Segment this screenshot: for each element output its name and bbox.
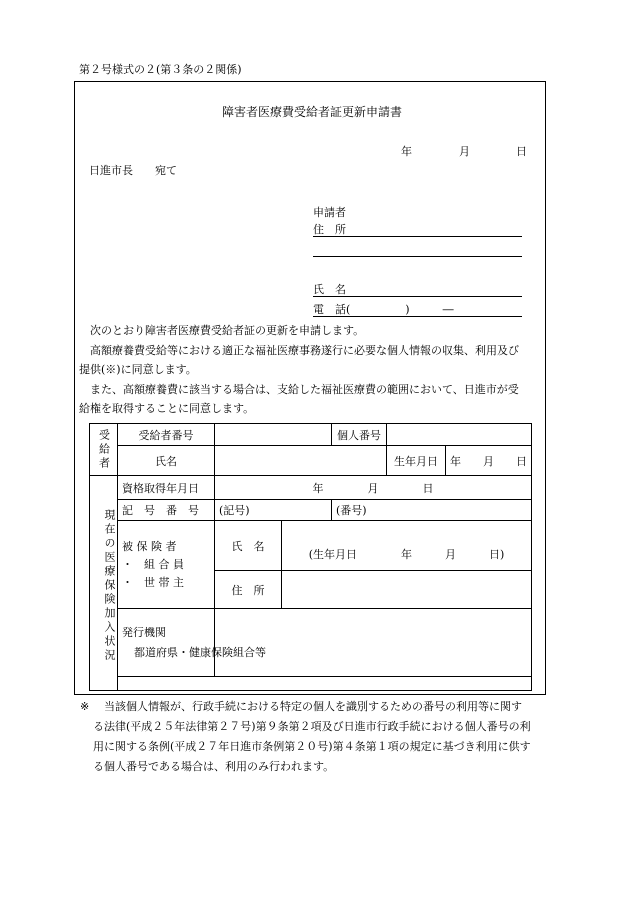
recipient-name-field[interactable] <box>215 446 387 476</box>
footnote-line-4: る個人番号である場合は、利用のみ行われます。 <box>93 760 335 773</box>
insured-label-2: ・ 組 合 員 <box>122 557 184 571</box>
body-paragraph-3-line-1: また、高額療養費に該当する場合は、支給した福祉医療費の範囲において、日進市が受 <box>90 383 519 396</box>
personal-number-label: 個人番号 <box>332 424 387 446</box>
recipient-section-label: 受給者 <box>90 424 118 476</box>
insurance-section-label: 現在の医療保険加入状況 <box>90 476 118 691</box>
insured-name-label: 氏 名 <box>215 521 282 571</box>
body-paragraph-2-line-1: 高額療養費受給等における適正な福祉医療事務遂行に必要な個人情報の収集、利用及び <box>90 344 519 357</box>
applicant-name-label: 氏 名 <box>313 283 346 296</box>
recipient-name-label: 氏名 <box>118 446 215 476</box>
applicant-address-label: 住 所 <box>313 223 346 236</box>
birth-date-label: 生年月日 <box>387 446 446 476</box>
birth-date-field[interactable]: 年 月 日 <box>446 446 532 476</box>
address-line-2 <box>313 256 522 257</box>
body-paragraph-1: 次のとおり障害者医療費受給者証の更新を申請します。 <box>90 324 365 337</box>
body-paragraph-2-line-2: 提供(※)に同意します。 <box>79 363 197 376</box>
recipient-number-field[interactable] <box>215 424 332 446</box>
footnote-line-1: 当該個人情報が、行政手続における特定の個人を識別するための番号の利用等に関す <box>104 700 522 713</box>
symbol-number-label: 記 号 番 号 <box>118 500 215 521</box>
recipient-number-label: 受給者番号 <box>118 424 215 446</box>
name-line <box>313 296 522 297</box>
date-year: 年 <box>401 145 412 158</box>
footnote-line-2: る法律(平成２５年法律第２７号)第９条第２項及び日進市行政手続における個人番号の利 <box>93 720 531 733</box>
form-title: 障害者医療費受給者証更新申請書 <box>222 105 403 119</box>
insured-person-label <box>118 521 215 609</box>
insured-name-field[interactable]: (生年月日 年 月 日) <box>282 521 532 571</box>
symbol-field[interactable]: (記号) <box>215 500 332 521</box>
personal-number-field[interactable] <box>387 424 532 446</box>
addressee: 日進市長 宛て <box>89 164 177 177</box>
body-paragraph-3-line-2: 給権を取得することに同意します。 <box>79 402 255 415</box>
number-field[interactable]: (番号) <box>332 500 532 521</box>
phone-line <box>313 316 522 317</box>
insured-label-1: 被 保 険 者 <box>122 539 177 553</box>
applicant-phone: 電 話( ) ― <box>313 303 454 316</box>
table-bottom-spacer <box>118 677 532 691</box>
insured-address-field[interactable] <box>282 571 532 609</box>
issuer-label <box>118 609 266 677</box>
applicant-label: 申請者 <box>313 206 346 219</box>
date-month: 月 <box>459 145 470 158</box>
qualification-date-field[interactable]: 年 月 日 <box>215 476 532 500</box>
footnote-mark: ※ <box>80 700 90 713</box>
issuer-detail: 都道府県・健康保険組合等 <box>134 645 266 659</box>
insured-label-3: ・ 世 帯 主 <box>122 575 184 589</box>
form-number: 第２号様式の２(第３条の２関係) <box>79 63 242 76</box>
insured-address-label: 住 所 <box>215 571 282 609</box>
application-table <box>89 423 532 691</box>
issuer-field[interactable] <box>215 609 532 677</box>
issuer-title: 発行機関 <box>122 625 166 639</box>
address-line-1 <box>313 236 522 237</box>
footnote-line-3: 用に関する条例(平成２７年日進市条例第２０号)第４条第１項の規定に基づき利用に供す <box>93 740 531 753</box>
date-day: 日 <box>516 145 527 158</box>
qualification-date-label: 資格取得年月日 <box>118 476 215 500</box>
